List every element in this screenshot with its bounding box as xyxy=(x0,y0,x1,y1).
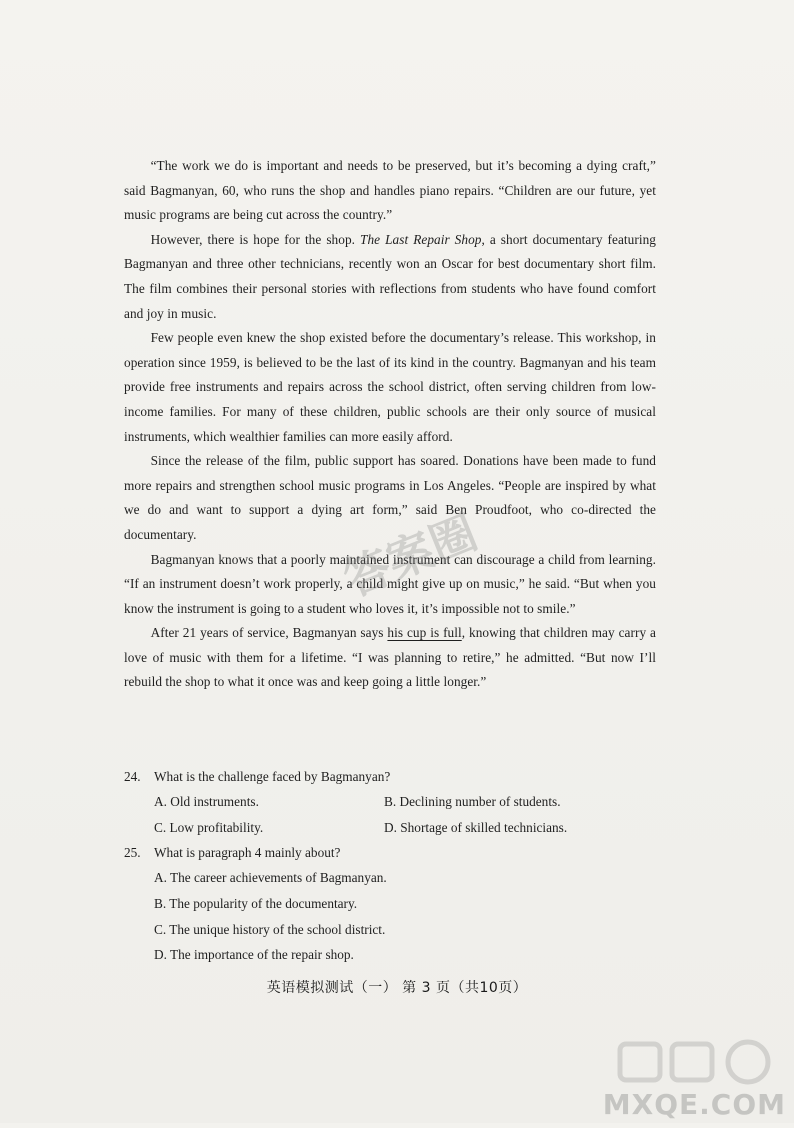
option-b: B. Declining number of students. xyxy=(384,794,561,809)
paragraph-3: Few people even knew the shop existed before the documentary’s release. This workshop, in operation since 1959, is believed to be the last of its kind in the country. Bagmanyan and his team provide free instruments and repairs across the school district, often serving children from low-income families. For many of these children, public schools are their only source of musical instruments, which wealthier families can more easily afford. xyxy=(124,330,656,444)
paragraph-6-rest: , knowing that children may carry a love of music with them for a lifetime. “I was planning to retire,” he admitted. “But now I’ll rebuild the shop to what it once was and keep going a little longer.” xyxy=(124,625,656,690)
option-b: B. The popularity of the documentary. xyxy=(154,895,358,911)
options-group xyxy=(124,865,684,968)
option-a: A. Old instruments. xyxy=(154,794,259,809)
underlined-phrase: his cup is full xyxy=(387,625,462,641)
question-number: 24. xyxy=(124,769,141,784)
paragraph-5: Bagmanyan knows that a poorly maintained instrument can discourage a child from learning. “If an instrument doesn’t work properly, a child might give up on music,” he said. “But when you know the instrument is going to a student who loves it, it’s impossible not to smile.” xyxy=(124,551,656,616)
option-c: C. Low profitability. xyxy=(154,819,264,835)
question-text: What is paragraph 4 mainly about? xyxy=(154,845,341,860)
option-d: D. Shortage of skilled technicians. xyxy=(384,819,568,835)
watermark-center-text: 答案圈 xyxy=(336,505,485,607)
watermark-corner-logo xyxy=(600,1036,794,1123)
watermark-corner-icon xyxy=(600,1036,794,1123)
paragraph-6 xyxy=(124,621,656,695)
paragraph-2-rest: , a short documentary featuring Bagmanyan and three other technicians, recently won an Oscar for best documentary short film. The film combines their personal stories with reflections from students who have found comfort and joy in music. xyxy=(124,231,656,321)
paragraph-6-lead: After 21 years of service, Bagmanyan says xyxy=(150,625,388,641)
question-24 xyxy=(124,764,684,840)
paragraph-4: Since the release of the film, public support has soared. Donations have been made to fund more repairs and strengthen school music programs in Los Angeles. “People are inspired by what we do and want to support a dying art form,” said Ben Proudfoot, who co-directed the documentary. xyxy=(124,453,656,542)
paragraph-2-lead: However, there is hope for the shop. xyxy=(150,231,361,247)
question-number: 25. xyxy=(124,845,141,860)
paragraph-2 xyxy=(124,228,656,326)
option-d: D. The importance of the repair shop. xyxy=(154,947,354,963)
question-stem xyxy=(124,840,684,865)
option-a: A. The career achievements of Bagmanyan. xyxy=(154,870,387,885)
question-section xyxy=(124,764,684,968)
question-text: What is the challenge faced by Bagmanyan? xyxy=(154,769,391,784)
reading-passage xyxy=(124,154,656,695)
question-25 xyxy=(124,840,684,968)
documentary-title: The Last Repair Shop xyxy=(360,231,482,247)
options-group xyxy=(124,789,684,840)
page-footer: 英语模拟测试（一） 第 3 页（共10页） xyxy=(266,980,528,996)
question-stem xyxy=(124,764,684,789)
paragraph-1: “The work we do is important and needs to be preserved, but it’s becoming a dying craft,” said Bagmanyan, 60, who runs the shop and handles piano repairs. “Children are our future, yet music programs are being cut across the country.” xyxy=(124,158,656,223)
option-c: C. The unique history of the school district. xyxy=(154,921,386,937)
watermark-corner-text: MXQE.COM xyxy=(602,1088,786,1121)
